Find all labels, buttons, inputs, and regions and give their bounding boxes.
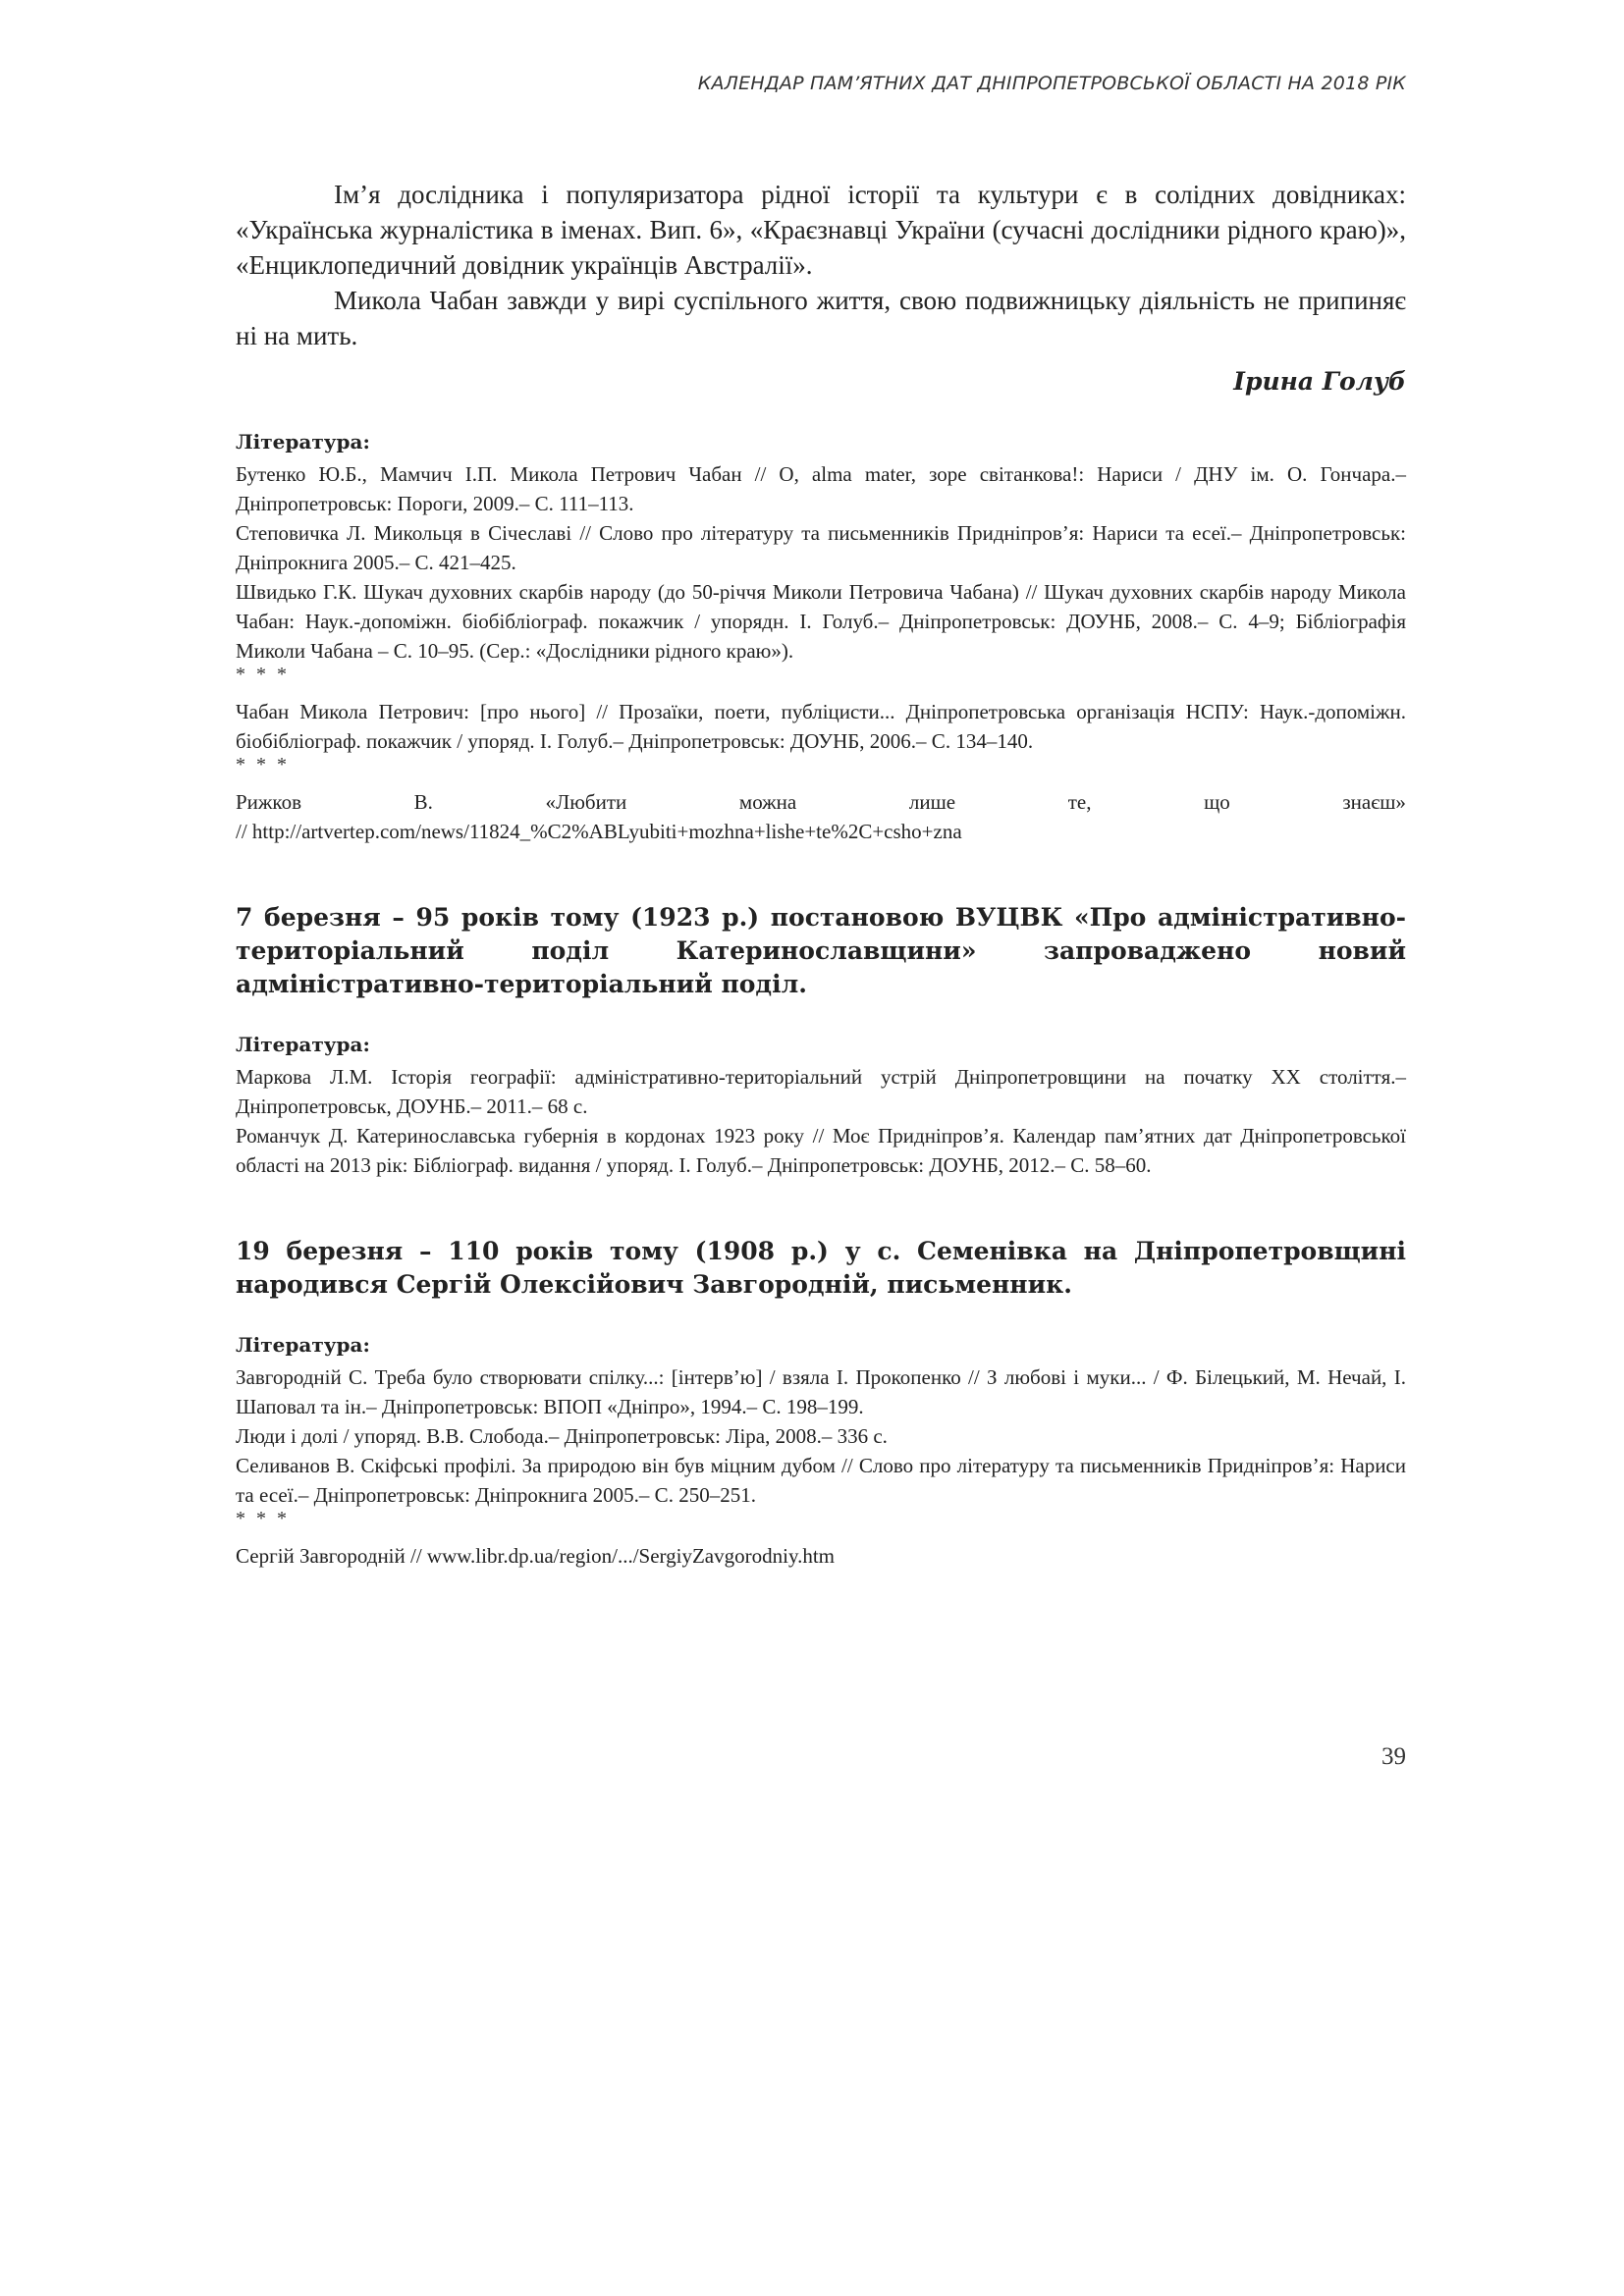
web-ref-word: Рижков <box>236 790 301 814</box>
web-ref-word: те, <box>1067 790 1092 814</box>
literature-heading: Література: <box>236 430 370 454</box>
web-ref-word: що <box>1204 790 1230 814</box>
reference-item: Завгородній С. Треба було створювати спілку...: [інтерв’ю] / взяла І. Прокопенко // З любові і муки... / Ф. Білецький, М. Нечай, І. Шаповал та ін.– Дніпропетровськ: ВПОП «Дніпро», 1994.– С. 198–199. <box>236 1365 1406 1418</box>
web-reference-url: // http://artvertep.com/news/11824_%C2%ABLyubiti+mozhna+lishe+te%2C+csho+zna <box>236 820 962 843</box>
literature-heading: Література: <box>236 1333 370 1357</box>
web-reference-line <box>236 787 1406 817</box>
separator: * * * <box>236 1508 290 1529</box>
event-title: 19 березня – 110 років тому (1908 р.) у с. Семенівка на Дніпропетровщині народився Сергій Олексійович Завгородній, письменник. <box>236 1237 1406 1299</box>
reference-item: Романчук Д. Катеринославська губернія в кордонах 1923 року // Моє Придніпров’я. Календар пам’ятних дат Дніпропетровської області на 2013 рік: Бібліограф. видання / упоряд. І. Голуб.– Дніпропетровськ: ДОУНБ, 2012.– С. 58–60. <box>236 1124 1406 1177</box>
web-ref-word: лише <box>908 790 956 814</box>
reference-item: Люди і долі / упоряд. В.В. Слобода.– Дніпропетровськ: Ліра, 2008.– 336 с. <box>236 1424 888 1448</box>
literature-section-1 <box>236 428 1406 846</box>
reference-item: Бутенко Ю.Б., Мамчич І.П. Микола Петрович Чабан // О, alma mater, зоре світанкова!: Нариси / ДНУ ім. О. Гончара.– Дніпропетровськ: Пороги, 2009.– С. 111–113. <box>236 462 1406 515</box>
event-section-2 <box>236 1235 1406 1571</box>
reference-item: Чабан Микола Петрович: [про нього] // Прозаїки, поети, публіцисти... Дніпропетровська організація НСПУ: Наук.-допоміжн. біобібліограф. покажчик / упоряд. І. Голуб.– Дніпропетровськ: ДОУНБ, 2006.– С. 134–140. <box>236 700 1406 753</box>
author-signature: Ірина Голуб <box>1233 367 1406 396</box>
intro-paragraph: Микола Чабан завжди у вирі суспільного життя, свою подвижницьку діяльність не припиняє ні на мить. <box>236 286 1406 350</box>
web-ref-word: знаєш» <box>1342 790 1406 814</box>
reference-item: Степовичка Л. Микольця в Січеславі // Слово про літературу та письменників Придніпров’я: Нариси та есеї.– Дніпропетровськ: Дніпрокнига 2005.– С. 421–425. <box>236 521 1406 574</box>
reference-item: Швидько Г.К. Шукач духовних скарбів народу (до 50-річчя Миколи Петровича Чабана) // Шукач духовних скарбів народу Микола Чабан: Наук.-допоміжн. біобібліограф. покажчик / упорядн. І. Голуб.– Дніпропетровськ: ДОУНБ, 2008.– С. 4–9; Бібліографія Миколи Чабана – С. 10–95. (Сер.: «Дослідники рідного краю»). <box>236 580 1406 663</box>
event-section-1 <box>236 901 1406 1180</box>
page-number: 39 <box>1381 1743 1406 1770</box>
web-ref-word: можна <box>738 790 797 814</box>
running-header: КАЛЕНДАР ПАМ’ЯТНИХ ДАТ ДНІПРОПЕТРОВСЬКОЇ ОБЛАСТІ НА 2018 РІК <box>697 73 1406 94</box>
web-reference: Сергій Завгородній // www.libr.dp.ua/region/.../SergiyZavgorodniy.htm <box>236 1544 836 1568</box>
literature-heading: Література: <box>236 1033 370 1056</box>
web-ref-word: «Любити <box>545 790 627 814</box>
intro-paragraph: Ім’я дослідника і популяризатора рідної історії та культури є в солідних довідниках: «Українська журналістика в іменах. Вип. 6», «Краєзнавці України (сучасні дослідники рідного краю)», «Енциклопедичний довідник українців Австралії». <box>236 180 1406 280</box>
reference-item: Селиванов В. Скіфські профілі. За природою він був міцним дубом // Слово про літературу та письменників Придніпров’я: Нариси та есеї.– Дніпропетровськ: Дніпрокнига 2005.– С. 250–251. <box>236 1454 1406 1507</box>
reference-item: Маркова Л.М. Історія географії: адміністративно-територіальний устрій Дніпропетровщини на початку ХХ століття.– Дніпропетровськ, ДОУНБ.– 2011.– 68 с. <box>236 1065 1406 1118</box>
event-title: 7 березня – 95 років тому (1923 р.) постановою ВУЦВК «Про адміністративно-територіальний поділ Катеринославщини» запроваджено новий адміністративно-територіальний поділ. <box>236 903 1406 998</box>
separator: * * * <box>236 664 290 685</box>
web-ref-word: В. <box>413 790 433 814</box>
separator: * * * <box>236 754 290 775</box>
page-content <box>236 177 1406 1571</box>
